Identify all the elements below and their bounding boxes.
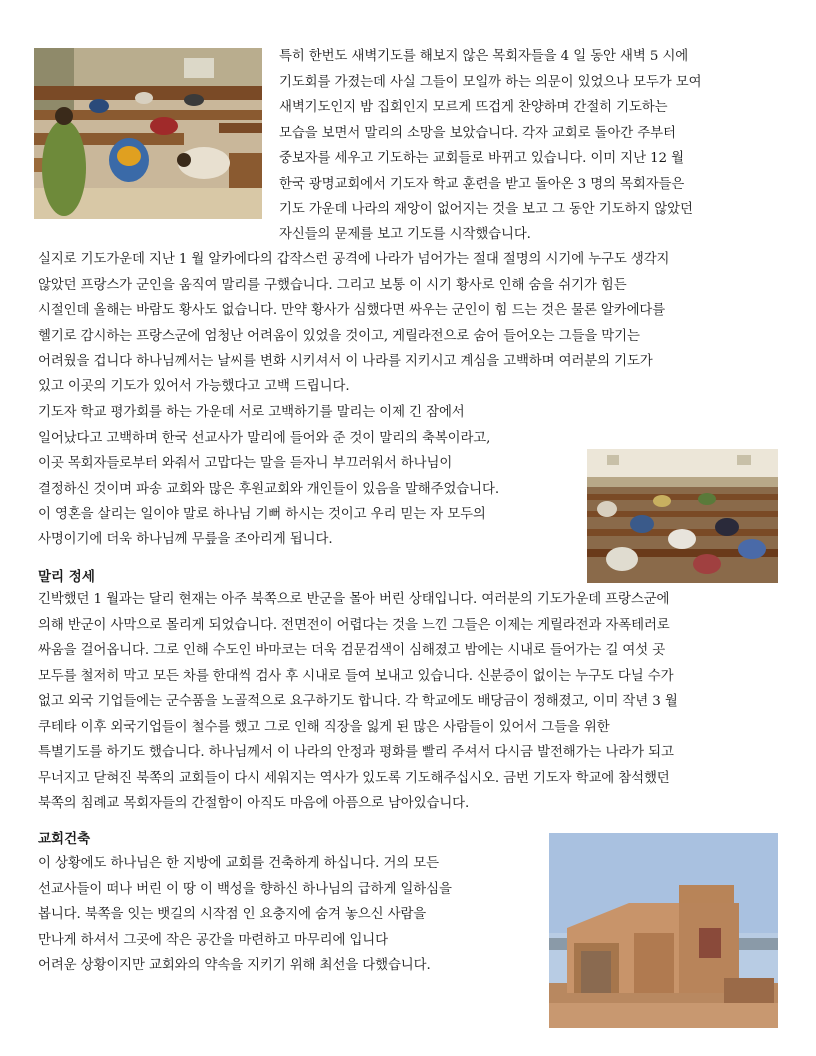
school-line: 이곳 목회자들로부터 와줘서 고맙다는 말을 듣자니 부끄러워서 하나님이: [38, 456, 453, 471]
situation-line: 북쪽의 침례교 목회자들의 간절함이 아직도 마음에 아픔으로 남아있습니다.: [38, 796, 470, 811]
situation-line: 긴박했던 1 월과는 달리 현재는 아주 북쪽으로 반군을 몰아 버린 상태입니다. 여러분의 기도가운데 프랑스군에: [38, 592, 670, 607]
church-congregation-photo: [587, 449, 778, 583]
church-line: 어려운 상황이지만 교회와의 약속을 지키기 위해 최선을 다했습니다.: [38, 958, 431, 973]
intro-line: 기도 가운데 나라의 재앙이 없어지는 것을 보고 그 동안 기도하지 않았던: [279, 202, 693, 217]
intro-line: 특히 한번도 새벽기도를 해보지 않은 목회자들을 4 일 동안 새벽 5 시에: [279, 49, 689, 64]
war-line: 있고 이곳의 기도가 있어서 가능했다고 고백 드립니다.: [38, 379, 350, 394]
intro-line: 한국 광명교회에서 기도자 학교 훈련을 받고 돌아온 3 명의 목회자들은: [279, 177, 685, 192]
school-line: 일어났다고 고백하며 한국 선교사가 말리에 들어와 준 것이 말리의 축복이라고,: [38, 431, 491, 446]
church-heading: 교회건축: [38, 831, 91, 847]
situation-line: 특별기도를 하기도 했습니다. 하나님께서 이 나라의 안정과 평화를 빨리 주셔서 다시금 발전해가는 나라가 되고: [38, 745, 674, 760]
war-line: 않았던 프랑스가 군인을 움직여 말리를 구했습니다. 그리고 보통 이 시기 황사로 인해 숨을 쉬기가 힘든: [38, 278, 627, 293]
situation-line: 무너지고 닫혀진 북쪽의 교회들이 다시 세워지는 역사가 있도록 기도해주십시오. 금번 기도자 학교에 참석했던: [38, 771, 670, 786]
war-line: 헬기로 감시하는 프랑스군에 엄청난 어려움이 있었을 것이고, 게릴라전으로 숨어 들어오는 그들을 막기는: [38, 329, 640, 344]
situation-line: 쿠테타 이후 외국기업들이 철수를 했고 그로 인해 직장을 잃게 된 많은 사람들이 있어서 그들을 위한: [38, 720, 610, 735]
intro-line: 새벽기도인지 밤 집회인지 모르게 뜨겁게 찬양하며 간절히 기도하는: [279, 100, 668, 115]
situation-heading: 말리 정세: [38, 569, 95, 585]
school-line: 이 영혼을 살리는 일이야 말로 하나님 기뻐 하시는 것이고 우리 믿는 자 모두의: [38, 507, 486, 522]
church-line: 선교사들이 떠나 버린 이 땅 이 백성을 향하신 하나님의 급하게 일하심을: [38, 882, 452, 897]
situation-line: 싸움을 걸어옵니다. 그로 인해 수도인 바마코는 더욱 검문검색이 심해졌고 밤에는 시내로 들어가는 길 여섯 곳: [38, 643, 666, 658]
intro-line: 중보자를 세우고 기도하는 교회들로 바뀌고 있습니다. 이미 지난 12 월: [279, 151, 684, 166]
war-line: 어려웠을 겁니다 하나님께서는 날씨를 변화 시키셔서 이 나라를 지키시고 계심을 고백하며 여러분의 기도가: [38, 354, 653, 369]
school-line: 기도자 학교 평가회를 하는 가운데 서로 고백하기를 말리는 이제 긴 잠에서: [38, 405, 465, 420]
situation-line: 의해 반군이 사막으로 몰리게 되었습니다. 전면전이 어렵다는 것을 느낀 그들은 이제는 게릴라전과 자폭테러로: [38, 618, 670, 633]
war-line: 실지로 기도가운데 지난 1 월 알카에다의 갑작스런 공격에 나라가 넘어가는 절대 절명의 시기에 누구도 생각지: [38, 252, 670, 267]
intro-line: 기도회를 가졌는데 사실 그들이 모일까 하는 의문이 있었으나 모두가 모여: [279, 75, 702, 90]
church-line: 봅니다. 북쪽을 잇는 뱃길의 시작점 인 요충지에 숨겨 놓으신 사람을: [38, 907, 427, 922]
intro-line: 자신들의 문제를 보고 기도를 시작했습니다.: [279, 227, 531, 242]
situation-line: 모두를 철저히 막고 모든 차를 한대씩 검사 후 시내로 들여 보내고 있습니다. 신분증이 없이는 누구도 다닐 수가: [38, 669, 674, 684]
church-line: 이 상황에도 하나님은 한 지방에 교회를 건축하게 하십니다. 거의 모든: [38, 856, 439, 871]
school-line: 결정하신 것이며 파송 교회와 많은 후원교회와 개인들이 있음을 말해주었습니다.: [38, 482, 499, 497]
prayer-meeting-photo: [34, 48, 262, 219]
war-line: 시절인데 올해는 바람도 황사도 없습니다. 만약 황사가 심했다면 싸우는 군인이 힘 드는 것은 물론 알카에다를: [38, 303, 666, 318]
church-line: 만나게 하셔서 그곳에 작은 공간을 마련하고 마무리에 입니다: [38, 933, 388, 948]
situation-line: 없고 외국 기업들에는 군수품을 노골적으로 요구하기도 합니다. 각 학교에도 배당금이 정해졌고, 이미 작년 3 월: [38, 694, 678, 709]
church-construction-photo: [549, 833, 778, 1028]
intro-line: 모습을 보면서 말리의 소망을 보았습니다. 각자 교회로 돌아간 주부터: [279, 126, 676, 141]
school-line: 사명이기에 더욱 하나님께 무릎을 조아리게 됩니다.: [38, 532, 333, 547]
